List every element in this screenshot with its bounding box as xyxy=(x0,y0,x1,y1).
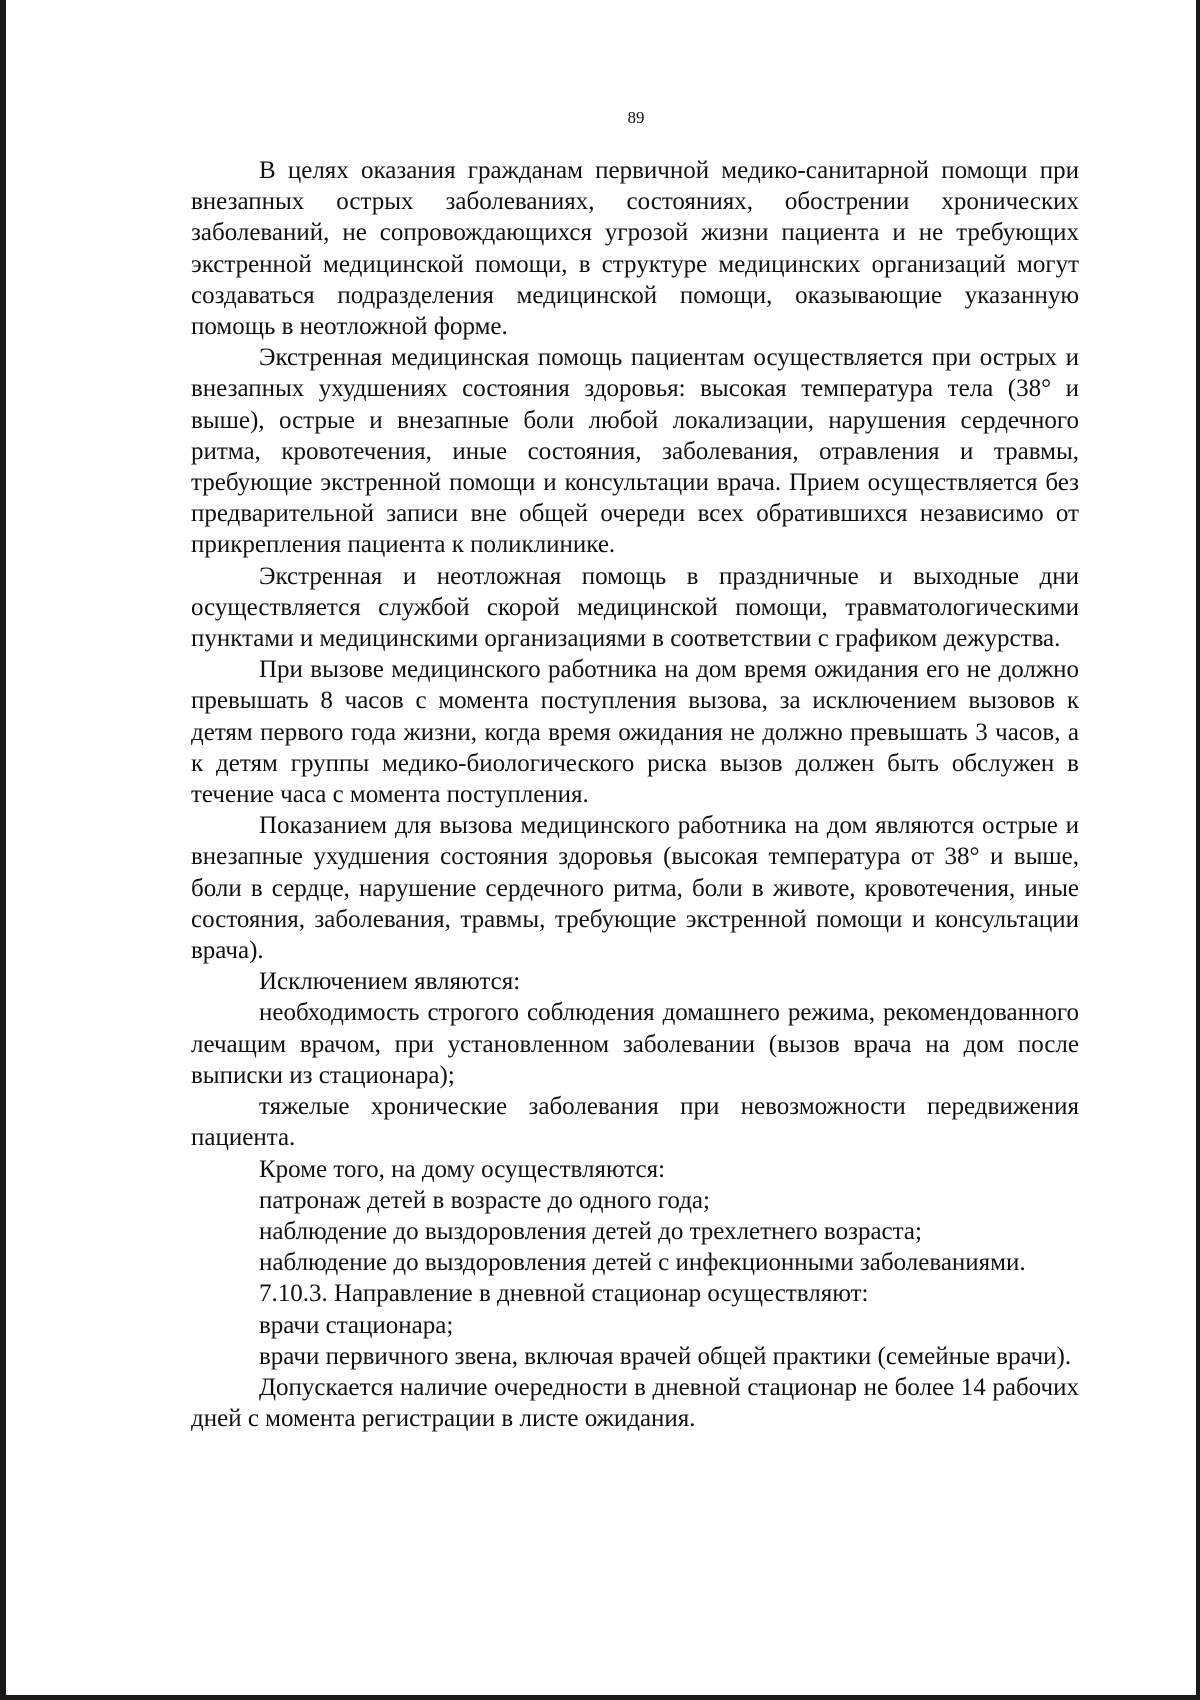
paragraph-holiday-care: Экстренная и неотложная помощь в праздничные и выходные дни осуществляется службой скорой медицинской помощи, травматологическими пунктами и медицинскими организациями в соответствии с графиком дежурства. xyxy=(191,562,1079,653)
scan-border-left xyxy=(0,0,6,1700)
paragraph-home-visit-indications: Показанием для вызова медицинского работника на дом являются острые и внезапные ухудшения состояния здоровья (высокая температура от 38° и выше, боли в сердце, нарушение сердечного ритма, боли в животе, кровотечения, иные состояния, заболевания, травмы, требующие экстренной помощи и консультации врача). xyxy=(191,812,1079,965)
paragraph-home-services-heading: Кроме того, на дому осуществляются: xyxy=(259,1155,666,1183)
paragraph-hospital-doctors: врачи стационара; xyxy=(259,1311,454,1339)
paragraph-infectious-observation: наблюдение до выздоровления детей с инфекционными заболеваниями. xyxy=(259,1249,1026,1277)
scan-border-right xyxy=(1196,0,1200,1700)
paragraph-emergency-care: Экстренная медицинская помощь пациентам осуществляется при острых и внезапных ухудшениях состояния здоровья: высокая температура тела (38° и выше), острые и внезапные боли любой локализации, нарушения сердечного ритма, кровотечения, иные состояния, заболевания, отравления и травмы, требующие экстренной помощи и консультации врача. Прием осуществляется без предварительной записи вне общей очереди всех обратившихся независимо от прикрепления пациента к поликлинике. xyxy=(191,344,1079,559)
paragraph-exception-home-regime: необходимость строгого соблюдения домашнего режима, рекомендованного лечащим врачом, при установленном заболевании (вызов врача на дом после выписки из стационара); xyxy=(191,999,1079,1089)
document-body xyxy=(191,155,1079,1434)
paragraph-home-visit-wait-time: При вызове медицинского работника на дом время ожидания его не должно превышать 8 часов с момента поступления вызова, за исключением вызовов к детям первого года жизни, когда время ожидания не должно превышать 3 часов, а к детям группы медико-биологического риска вызов должен быть обслужен в течение часа с момента поступления. xyxy=(191,656,1079,809)
page-number: 89 xyxy=(627,108,645,127)
paragraph-exception-chronic: тяжелые хронические заболевания при невозможности передвижения пациента. xyxy=(191,1093,1079,1152)
paragraph-exceptions-heading: Исключением являются: xyxy=(259,968,521,996)
section-heading-7-10-3: 7.10.3. Направление в дневной стационар осуществляют: xyxy=(259,1280,869,1308)
paragraph-toddler-observation: наблюдение до выздоровления детей до трехлетнего возраста; xyxy=(259,1217,922,1245)
paragraph-primary-care-doctors: врачи первичного звена, включая врачей общей практики (семейные врачи). xyxy=(259,1342,1072,1370)
paragraph-day-hospital-queue: Допускается наличие очередности в дневной стационар не более 14 рабочих дней с момента регистрации в листе ожидания. xyxy=(191,1373,1079,1433)
paragraph-urgent-care-units: В целях оказания гражданам первичной медико-санитарной помощи при внезапных острых заболеваниях, состояниях, обострении хронических заболеваний, не сопровождающихся угрозой жизни пациента и не требующих экстренной медицинской помощи, в структуре медицинских организаций могут создаваться подразделения медицинской помощи, оказывающие указанную помощь в неотложной форме. xyxy=(191,157,1079,341)
paragraph-infant-patronage: патронаж детей в возрасте до одного года; xyxy=(259,1186,710,1214)
scan-border-bottom xyxy=(0,1695,1200,1700)
